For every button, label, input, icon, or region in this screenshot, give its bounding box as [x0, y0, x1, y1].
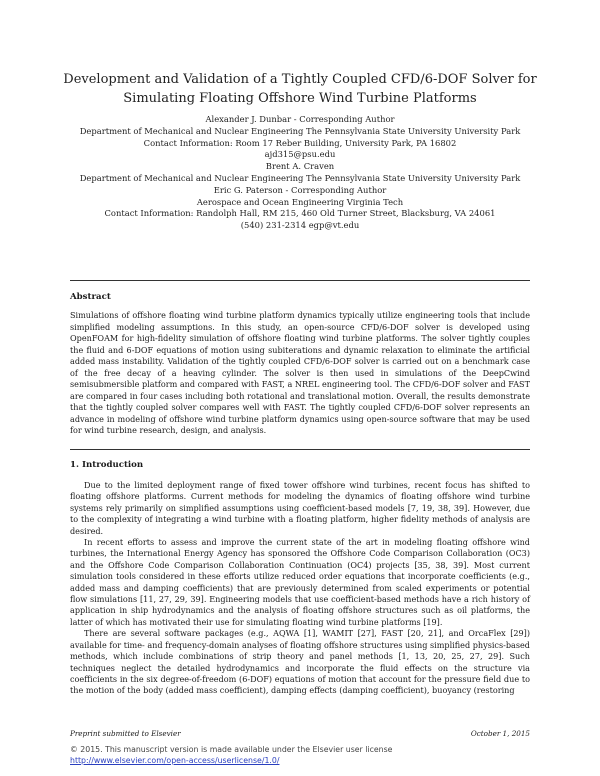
author-line: Contact Information: Room 17 Reber Building, University Park, PA 16802 — [143, 137, 457, 148]
introduction-body — [70, 480, 530, 697]
author-line: (540) 231-2314 egp@vt.edu — [240, 220, 360, 231]
preprint-footer — [70, 729, 530, 738]
author-line: Contact Information: Randolph Hall, RM 215, 460 Old Turner Street, Blacksburg, VA 24061 — [104, 208, 496, 219]
title-line-1: Development and Validation of a Tightly Coupled CFD/6-DOF Solver for — [63, 72, 537, 87]
paragraph: Due to the limited deployment range of fixed tower offshore wind turbines, recent focus has shifted to floating offshore platforms. Current methods for modeling the dynamics of floating offshore wind turbine systems rely primarily on simplified assumptions using coefficient-based models [7, 19, 38, 39]. However, due to the complexity of integrating a wind turbine with a floating platform, higher fidelity methods of analysis are desired. — [70, 480, 530, 536]
author-line: Department of Mechanical and Nuclear Engineering The Pennsylvania State University University Park — [79, 125, 521, 136]
abstract-bottom-rule — [70, 449, 530, 450]
license-link[interactable]: http://www.elsevier.com/open-access/userlicense/1.0/ — [70, 755, 280, 765]
author-line: Brent A. Craven — [265, 161, 335, 172]
abstract-heading: Abstract — [70, 292, 111, 302]
paper-title — [40, 70, 560, 108]
abstract-top-rule — [70, 280, 530, 281]
license-notice — [70, 745, 392, 766]
footer-journal: Preprint submitted to Elsevier — [70, 729, 181, 738]
abstract-text: Simulations of offshore floating wind turbine platform dynamics typically utilize engineering tools that include simplified modeling assumptions. In this study, an open-source CFD/6-DOF solver is developed using OpenFOAM for high-fidelity simulation of offshore floating wind turbine platforms. The solver tightly couples the fluid and 6-DOF equations of motion using subiterations and dynamic relaxation to eliminate the artificial added mass instability. Validation of the tightly coupled CFD/6-DOF solver is carried out on a benchmark case of the free decay of a heaving cylinder. The solver is then used in simulations of the DeepCwind semisubmersible platform and compared with FAST, a NREL engineering tool. The CFD/6-DOF solver and FAST are compared in four cases including both rotational and translational motion. Overall, the results demonstrate that the tightly coupled solver compares well with FAST. The tightly coupled CFD/6-DOF solver represents an advance in modeling of offshore wind turbine platform dynamics using open-source software that may be used for wind turbine research, design, and analysis. — [70, 310, 530, 435]
author-line: Eric G. Paterson - Corresponding Author — [213, 184, 387, 195]
license-text: © 2015. This manuscript version is made available under the Elsevier user license — [70, 745, 393, 754]
author-line: Alexander J. Dunbar - Corresponding Author — [205, 114, 395, 124]
paragraph: There are several software packages (e.g., AQWA [1], WAMIT [27], FAST [20, 21], and OrcaFlex [29]) available for time- and frequency-domain analyses of floating offshore structures using simplified physics-based methods, which include combinations of strip theory and panel methods [1, 13, 20, 25, 27, 29]. Such techniques neglect the detailed hydrodynamics and incorporate the fluid effects on the structure via coefficients in the six degree-of-freedom (6-DOF) equations of motion that account for the pressure field due to the motion of the body (added mass coefficient), damping effects (damping coefficient), buoyancy (restoring — [70, 628, 530, 696]
footer-date: October 1, 2015 — [470, 729, 530, 738]
author-line: ajd315@psu.edu — [264, 149, 336, 160]
title-line-2: Simulating Floating Offshore Wind Turbine Platforms — [123, 91, 477, 106]
author-line: Department of Mechanical and Nuclear Engineering The Pennsylvania State University University Park — [79, 172, 521, 183]
introduction-heading: 1. Introduction — [70, 460, 144, 470]
author-block — [30, 114, 570, 232]
paragraph: In recent efforts to assess and improve the current state of the art in modeling floating offshore wind turbines, the International Energy Agency has sponsored the Offshore Code Comparison Collaboration (OC3) and the Offshore Code Comparison Collaboration Continuation (OC4) projects [35, 38, 39]. Most current simulation tools considered in these efforts utilize reduced order equations that incorporate coefficients (e.g., added mass and damping coefficients) that are previously determined from scaled experiments or potential flow simulations [11, 27, 29, 39]. Engineering models that use coefficient-based methods have a rich history of application in ship hydrodynamics and the analysis of floating offshore structures such as oil platforms, the latter of which has motivated their use for simulating floating wind turbine platforms [19]. — [70, 537, 530, 627]
author-line: Aerospace and Ocean Engineering Virginia Tech — [196, 196, 404, 207]
